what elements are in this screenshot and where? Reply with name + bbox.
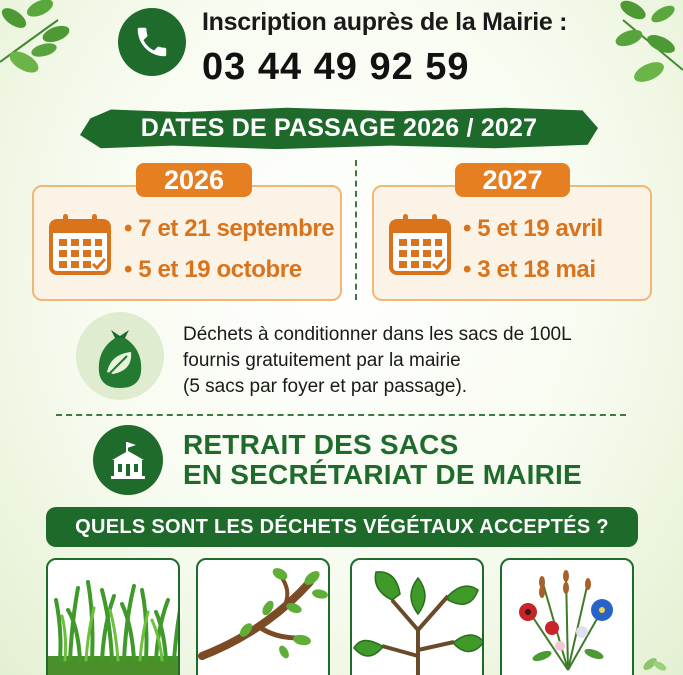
bag-pickup-line-1: RETRAIT DES SACS bbox=[183, 429, 459, 460]
phone-number[interactable]: 03 44 49 92 59 bbox=[202, 46, 470, 88]
year-badge-2026: 2026 bbox=[136, 163, 252, 197]
calendar-icon bbox=[48, 212, 112, 276]
registration-label: Inscription auprès de la Mairie : bbox=[202, 8, 568, 36]
leaves-decoration-left bbox=[0, 0, 80, 85]
sprout-decoration bbox=[640, 652, 670, 675]
waste-card-grass bbox=[46, 558, 180, 675]
horizontal-divider bbox=[56, 414, 626, 416]
leaves-decoration-right bbox=[603, 0, 683, 90]
year-badge-2027: 2027 bbox=[455, 163, 570, 197]
vertical-divider bbox=[355, 160, 357, 300]
bag-info-line-1: Déchets à conditionner dans les sacs de 100L bbox=[183, 324, 572, 345]
date-2026-2: • 5 et 19 octobre bbox=[124, 256, 302, 283]
branch-icon bbox=[198, 560, 330, 675]
date-2026-1: • 7 et 21 septembre bbox=[124, 215, 335, 242]
accepted-waste-heading: QUELS SONT LES DÉCHETS VÉGÉTAUX ACCEPTÉS ? bbox=[46, 507, 638, 547]
bag-pickup-line-2: EN SECRÉTARIAT DE MAIRIE bbox=[183, 459, 582, 490]
bag-info-line-3: (5 sacs par foyer et par passage). bbox=[183, 376, 468, 397]
waste-card-branches bbox=[196, 558, 330, 675]
bag-info-line-2: fournis gratuitement par la mairie bbox=[183, 350, 461, 371]
date-2027-1: • 5 et 19 avril bbox=[463, 215, 603, 242]
leaf-bag-icon bbox=[76, 312, 164, 400]
grass-icon bbox=[48, 560, 180, 675]
waste-card-flowers bbox=[500, 558, 634, 675]
bag-pickup-title bbox=[183, 430, 582, 490]
waste-card-leaves bbox=[350, 558, 484, 675]
leaves-icon bbox=[352, 560, 484, 675]
date-2027-2: • 3 et 18 mai bbox=[463, 256, 596, 283]
phone-icon bbox=[118, 8, 186, 76]
town-hall-icon bbox=[93, 425, 163, 495]
bag-info-text bbox=[183, 322, 572, 400]
calendar-icon bbox=[388, 212, 452, 276]
dates-banner-title: DATES DE PASSAGE 2026 / 2027 bbox=[140, 113, 538, 142]
flowers-icon bbox=[502, 560, 634, 675]
